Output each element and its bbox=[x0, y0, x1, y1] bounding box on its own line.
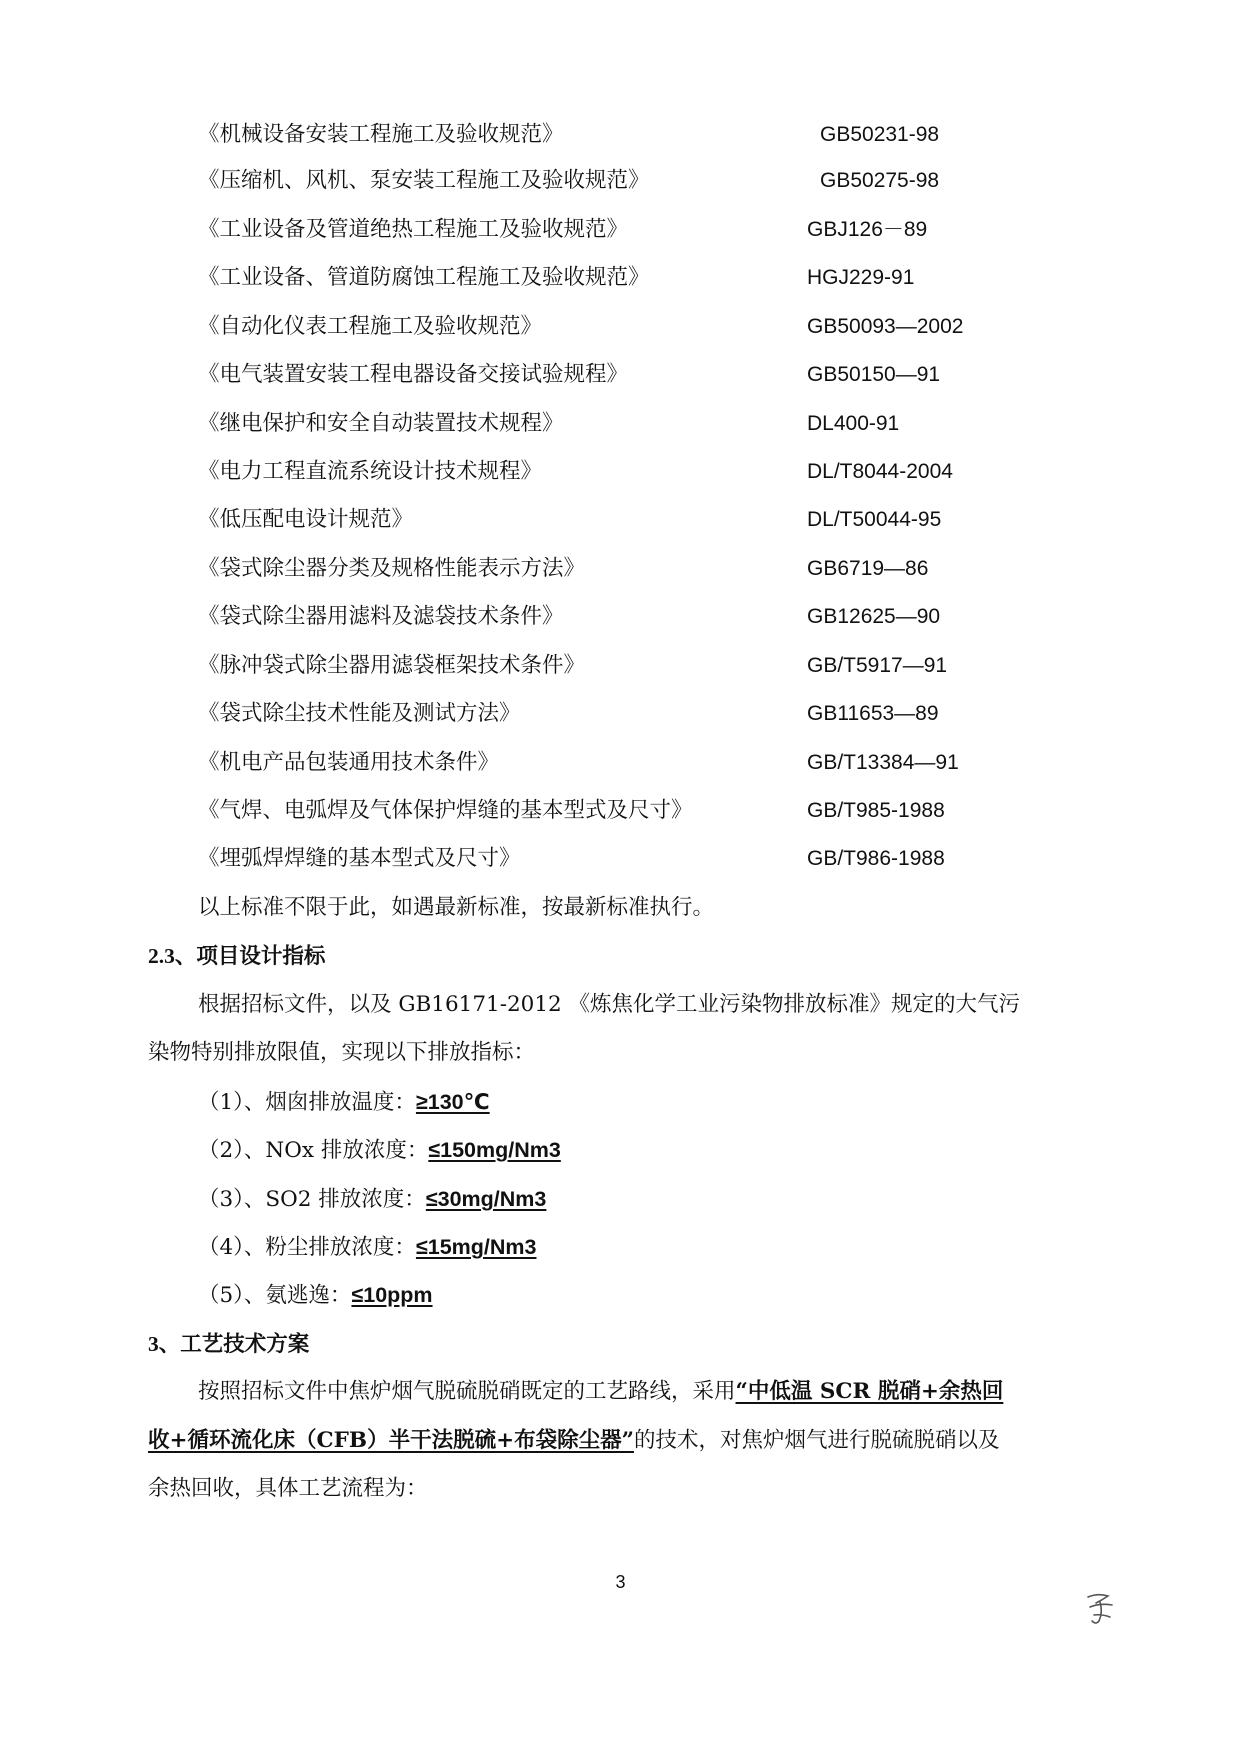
standard-title: 《袋式除尘器分类及规格性能表示方法》 bbox=[198, 556, 586, 581]
standards-note: 以上标准不限于此，如遇最新标准，按最新标准执行。 bbox=[198, 895, 715, 920]
emission-value: ≤150mg/Nm3 bbox=[428, 1138, 561, 1162]
process-route-emphasis: 收+循环流化床（CFB）半干法脱硫+布袋除尘器” bbox=[148, 1428, 634, 1453]
standard-title: 《自动化仪表工程施工及验收规范》 bbox=[198, 314, 543, 339]
standard-code: GB6719—86 bbox=[807, 557, 929, 580]
paragraph-text: 按照招标文件中焦炉烟气脱硫脱硝既定的工艺路线，采用 bbox=[198, 1379, 736, 1404]
emission-item bbox=[198, 1231, 536, 1264]
emission-item bbox=[198, 1086, 490, 1119]
standard-code: GB50275-98 bbox=[820, 169, 940, 192]
standard-code: GB50150—91 bbox=[807, 363, 941, 386]
standard-code: GB50093—2002 bbox=[807, 315, 964, 338]
standard-code: GB/T5917—91 bbox=[807, 654, 948, 677]
emission-value: ≥130℃ bbox=[415, 1090, 490, 1114]
standard-title: 《低压配电设计规范》 bbox=[198, 507, 414, 532]
standard-title: 《电力工程直流系统设计技术规程》 bbox=[198, 459, 543, 484]
emission-item bbox=[198, 1279, 433, 1312]
emission-item bbox=[198, 1183, 546, 1216]
handwritten-signature bbox=[1082, 1590, 1118, 1630]
section-number: 3 bbox=[148, 1332, 159, 1356]
paragraph-line: 根据招标文件，以及 GB16171-2012 《炼焦化学工业污染物排放标准》规定的大气污 bbox=[198, 992, 1021, 1017]
emission-item bbox=[198, 1134, 561, 1167]
standard-code: GB/T13384—91 bbox=[807, 751, 959, 774]
standard-title: 《工业设备及管道绝热工程施工及验收规范》 bbox=[198, 217, 629, 242]
standard-code: HGJ229-91 bbox=[807, 266, 915, 289]
emission-value: ≤15mg/Nm3 bbox=[415, 1235, 537, 1259]
standard-code: DL400-91 bbox=[807, 412, 900, 435]
standard-title: 《压缩机、风机、泵安装工程施工及验收规范》 bbox=[198, 168, 650, 193]
emission-value: ≤30mg/Nm3 bbox=[425, 1187, 547, 1211]
standard-title: 《继电保护和安全自动装置技术规程》 bbox=[198, 411, 564, 436]
section-title: 、项目设计指标 bbox=[174, 944, 326, 969]
paragraph-text: 的技术，对焦炉烟气进行脱硫脱硝以及 bbox=[633, 1428, 1000, 1453]
standard-title: 《脉冲袋式除尘器用滤袋框架技术条件》 bbox=[198, 653, 586, 678]
paragraph-line: 染物特别排放限值，实现以下排放指标： bbox=[148, 1040, 536, 1065]
emission-label: （5）、氨逃逸： bbox=[198, 1283, 352, 1308]
paragraph-line bbox=[198, 1376, 1003, 1408]
standard-code: GBJ126－89 bbox=[807, 218, 928, 241]
emission-label: （2）、NOx 排放浓度： bbox=[198, 1138, 429, 1163]
section-heading-3 bbox=[148, 1328, 309, 1361]
process-route-emphasis: “中低温 SCR 脱硝+余热回 bbox=[735, 1379, 1004, 1404]
standard-code: DL/T8044-2004 bbox=[807, 460, 953, 483]
standard-title: 《袋式除尘器用滤料及滤袋技术条件》 bbox=[198, 604, 564, 629]
section-heading-2-3 bbox=[148, 940, 325, 973]
standard-code: GB50231-98 bbox=[820, 123, 940, 146]
standard-title: 《工业设备、管道防腐蚀工程施工及验收规范》 bbox=[198, 265, 650, 290]
paragraph-line bbox=[148, 1425, 999, 1457]
emission-value: ≤10ppm bbox=[351, 1283, 433, 1307]
standard-code: GB11653—89 bbox=[807, 702, 939, 725]
standard-title: 《袋式除尘技术性能及测试方法》 bbox=[198, 701, 521, 726]
emission-label: （3）、SO2 排放浓度： bbox=[198, 1187, 426, 1212]
standard-code: DL/T50044-95 bbox=[807, 508, 942, 531]
standard-code: GB12625—90 bbox=[807, 605, 941, 628]
standard-title: 《机电产品包装通用技术条件》 bbox=[198, 750, 500, 775]
emission-label: （1）、烟囱排放温度： bbox=[198, 1090, 416, 1115]
section-title: 、工艺技术方案 bbox=[158, 1332, 310, 1357]
standard-title: 《机械设备安装工程施工及验收规范》 bbox=[198, 122, 564, 147]
standard-title: 《埋弧焊焊缝的基本型式及尺寸》 bbox=[198, 846, 521, 871]
standard-code: GB/T986-1988 bbox=[807, 847, 945, 870]
paragraph-line: 余热回收，具体工艺流程为： bbox=[148, 1476, 428, 1501]
standard-title: 《电气装置安装工程电器设备交接试验规程》 bbox=[198, 362, 629, 387]
section-number: 2.3 bbox=[148, 944, 175, 968]
standard-code: GB/T985-1988 bbox=[807, 799, 945, 822]
emission-label: （4）、粉尘排放浓度： bbox=[198, 1235, 416, 1260]
page-number: 3 bbox=[615, 1572, 626, 1592]
standard-title: 《气焊、电弧焊及气体保护焊缝的基本型式及尺寸》 bbox=[198, 798, 693, 823]
